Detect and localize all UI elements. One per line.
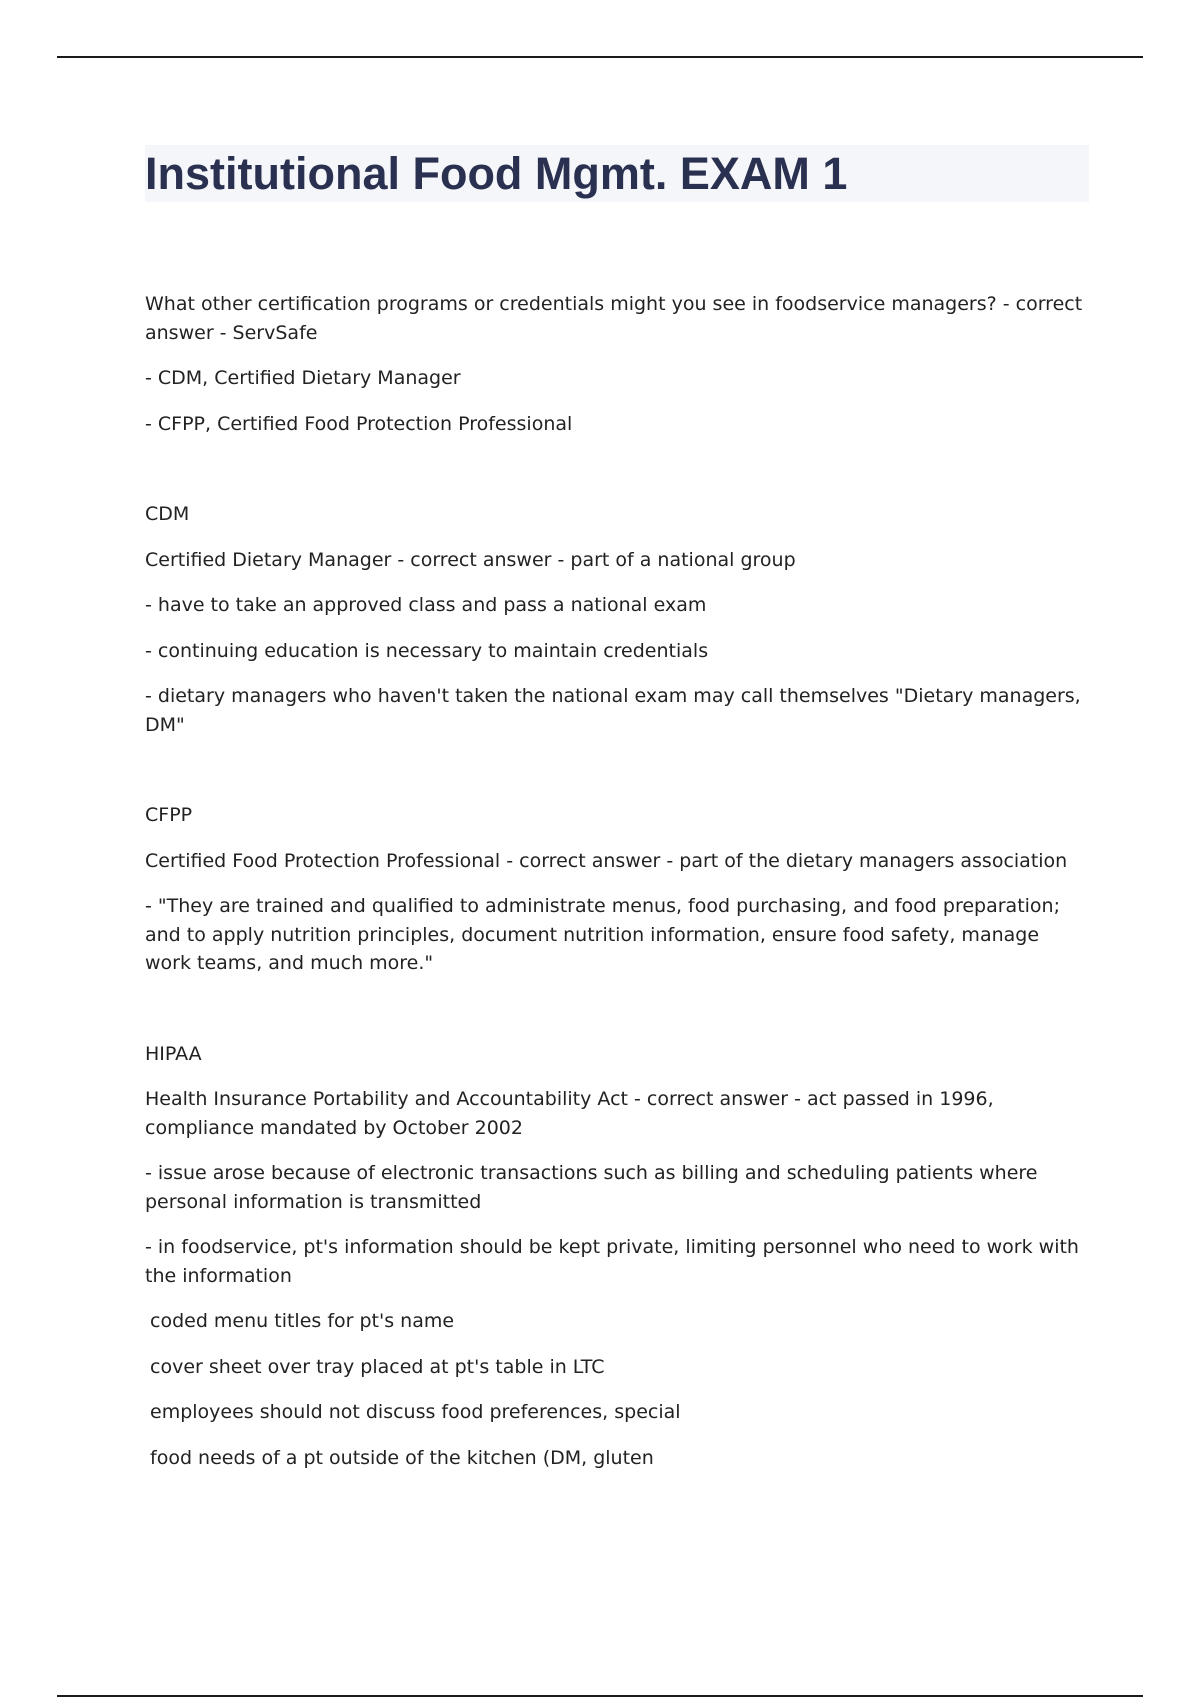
answer-line: coded menu titles for pt's name (150, 1310, 455, 1332)
answer-line: employees should not discuss food preferences, special (150, 1401, 681, 1423)
section-cdm (145, 500, 1090, 739)
section-cfpp (145, 801, 1090, 978)
page-title: Institutional Food Mgmt. EXAM 1 (145, 148, 848, 199)
question-paragraph: Health Insurance Portability and Accountability Act - correct answer - act passed in 1996, compliance mandated by October 2002 (145, 1088, 994, 1139)
section-heading: CFPP (145, 804, 193, 826)
answer-line: cover sheet over tray placed at pt's table in LTC (150, 1355, 605, 1378)
question-paragraph: Certified Dietary Manager - correct answer - part of a national group (145, 548, 796, 571)
section-heading: CDM (145, 503, 190, 525)
answer-line: - issue arose because of electronic transactions such as billing and scheduling patients where personal information is transmitted (145, 1162, 1038, 1213)
bottom-rule (57, 1695, 1143, 1697)
answer-line: - in foodservice, pt's information should be kept private, limiting personnel who need to work with the information (145, 1236, 1079, 1287)
answer-line: - "They are trained and qualified to administrate menus, food purchasing, and food preparation; and to apply nutrition principles, document nutrition information, ensure food safety, manage work teams, and much more." (145, 895, 1060, 974)
answer-line: - have to take an approved class and pass a national exam (145, 594, 707, 616)
answer-line: - continuing education is necessary to maintain credentials (145, 639, 709, 662)
question-paragraph: What other certification programs or credentials might you see in foodservice managers? - correct answer - ServSafe (145, 293, 1083, 344)
section-heading: HIPAA (145, 1042, 202, 1065)
section-hipaa (145, 1040, 1090, 1473)
section-certifications (145, 290, 1090, 438)
answer-line: - dietary managers who haven't taken the national exam may call themselves "Dietary managers, DM" (145, 685, 1081, 736)
answer-line: - CDM, Certified Dietary Manager (145, 367, 461, 389)
answer-line: - CFPP, Certified Food Protection Professional (145, 412, 573, 435)
question-paragraph: Certified Food Protection Professional - correct answer - part of the dietary managers association (145, 849, 1068, 872)
document-body (145, 290, 1090, 1472)
answer-line: food needs of a pt outside of the kitchen (DM, gluten (150, 1446, 654, 1469)
top-rule (57, 56, 1143, 58)
